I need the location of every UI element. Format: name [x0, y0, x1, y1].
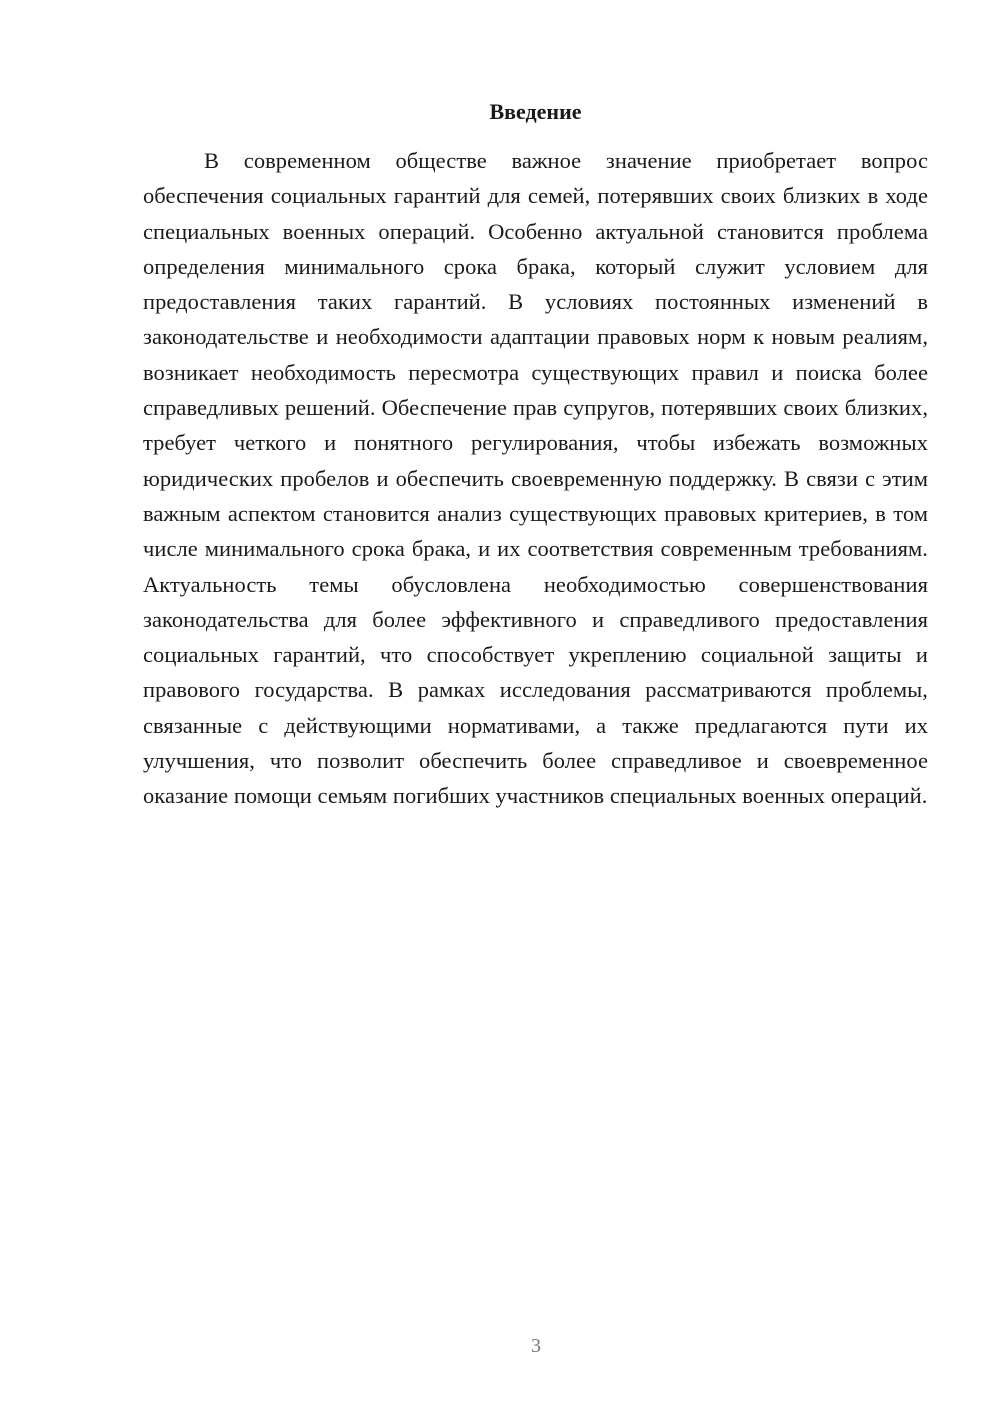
page-number: 3	[531, 1335, 541, 1357]
section-heading: Введение	[489, 99, 582, 124]
body-paragraph: В современном обществе важное значение приобретает вопрос обеспечения социальных гарантий для семей, потерявших своих близких в ходе специальных военных операций. Особенно актуальной становится проблема определения минимального срока брака, который служит условием для предоставления таких гарантий. В условиях постоянных изменений в законодательстве и необходимости адаптации правовых норм к новым реалиям, возникает необходимость пересмотра существующих правил и поиска более справедливых решений. Обеспечение прав супругов, потерявших своих близких, требует четкого и понятного регулирования, чтобы избежать возможных юридических пробелов и обеспечить своевременную поддержку. В связи с этим важным аспектом становится анализ существующих правовых критериев, в том числе минимального срока брака, и их соответствия современным требованиям. Актуальность темы обусловлена необходимостью совершенствования законодательства для более эффективного и справедливого предоставления социальных гарантий, что способствует укреплению социальной защиты и правового государства. В рамках исследования рассматриваются проблемы, связанные с действующими нормативами, а также предлагаются пути их улучшения, что позволит обеспечить более справедливое и своевременное оказание помощи семьям погибших участников специальных военных операций.	[143, 148, 928, 809]
